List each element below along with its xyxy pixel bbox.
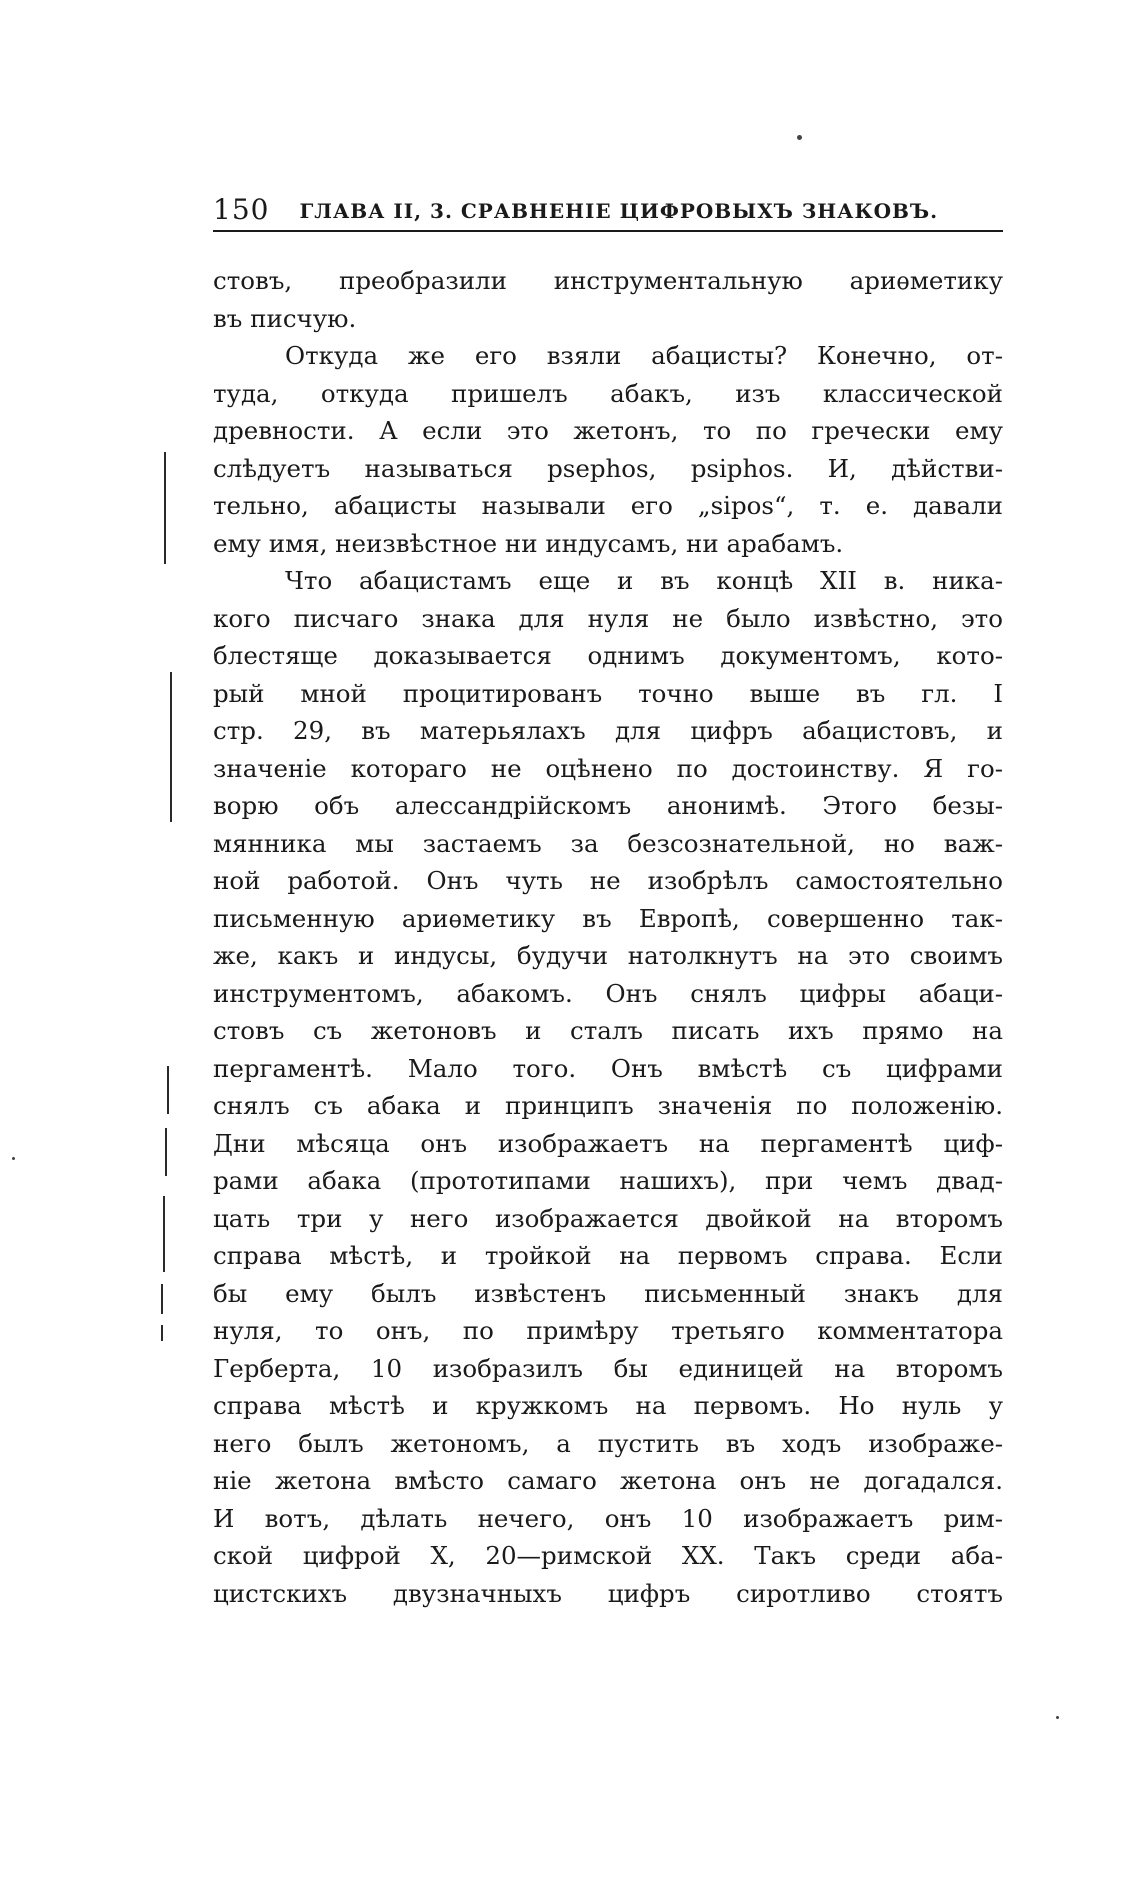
margin-mark [170,672,172,822]
scan-speck [797,135,802,140]
text-line: справа мѣстѣ, и тройкой на первомъ справа. Если [213,1241,1003,1270]
text-line: справа мѣстѣ и кружкомъ на первомъ. Но нуль у [213,1391,1003,1420]
margin-mark [164,452,166,564]
text-line: рами абака (прототипами нашихъ), при чемъ двад- [213,1166,1003,1195]
text-line: стовъ съ жетоновъ и сталъ писать ихъ прямо на [213,1016,1003,1045]
text-line: ему имя, неизвѣстное ни индусамъ, ни арабамъ. [213,528,844,558]
text-line: ворю объ алессандрійскомъ анонимѣ. Этого безы- [213,791,1003,820]
text-line: него былъ жетономъ, а пустить въ ходъ изображе- [213,1428,1003,1458]
running-header [213,188,1003,226]
text-line: Дни мѣсяца онъ изображаетъ на пергаментѣ циф- [213,1128,1003,1158]
text-line: цать три у него изображается двойкой на второмъ [213,1203,1003,1233]
text-line: стр. 29, въ матерьялахъ для цифръ абацистовъ, и [213,716,1003,745]
body-text [213,262,1003,1612]
text-line: рый мной процитированъ точно выше въ гл. I [213,678,1003,708]
text-line: тельно, абацисты называли его „sipos“, т. е. давали [213,491,1003,520]
text-line: значеніе котораго не оцѣнено по достоинству. Я го- [213,753,1003,783]
text-line: ской цифрой X, 20—римской XX. Такъ среди аба- [213,1541,1003,1570]
text-line: письменную ариѳметику въ Европѣ, совершенно так- [213,903,1003,933]
text-line: Откуда же его взяли абацисты? Конечно, от- [285,341,1003,370]
text-line: въ писчую. [213,303,357,333]
margin-mark [163,1196,165,1272]
text-line: древности. А если это жетонъ, то по гречески ему [213,416,1003,445]
text-line: бы ему былъ извѣстенъ письменный знакъ для [213,1278,1003,1308]
text-line: блестяще доказывается однимъ документомъ, кото- [213,641,1003,670]
text-line: мянника мы застаемъ за безсознательной, но важ- [213,828,1003,858]
text-line: слѣдуетъ называться psephos, psiphos. И, дѣйстви- [213,453,1003,483]
scan-speck [1056,1716,1059,1719]
text-line: ной работой. Онъ чуть не изобрѣлъ самостоятельно [213,866,1003,895]
text-line: ніе жетона вмѣсто самаго жетона онъ не догадался. [213,1466,1003,1495]
text-line: пергаментѣ. Мало того. Онъ вмѣстѣ съ цифрами [213,1053,1003,1083]
text-line: цистскихъ двузначныхъ цифръ сиротливо стоятъ [213,1578,1003,1608]
text-line: нуля, то онъ, по примѣру третьяго комментатора [213,1316,1003,1345]
text-line: Что абацистамъ еще и въ концѣ XII в. ника- [285,566,1003,595]
text-line: стовъ, преобразили инструментальную ариѳметику [213,266,1003,295]
text-line: туда, откуда пришелъ абакъ, изъ классической [213,378,1003,408]
text-line: же, какъ и индусы, будучи натолкнутъ на это своимъ [213,941,1003,970]
running-title: ГЛАВА II, 3. СРАВНЕНІЕ ЦИФРОВЫХЪ ЗНАКОВЪ. [299,199,939,223]
text-line: кого писчаго знака для нуля не было извѣстно, это [213,603,1003,633]
text-line: И вотъ, дѣлать нечего, онъ 10 изображаетъ рим- [213,1503,1003,1533]
scan-speck [12,1157,15,1160]
margin-mark [167,1066,169,1114]
margin-mark [161,1325,163,1341]
page-number: 150 [213,193,270,226]
text-line: Герберта, 10 изобразилъ бы единицей на второмъ [213,1353,1003,1383]
text-line: инструментомъ, абакомъ. Онъ снялъ цифры абаци- [213,978,1003,1008]
text-line: снялъ съ абака и принципъ значенія по положенію. [213,1091,1003,1120]
header-rule [213,230,1003,232]
margin-mark [165,1128,167,1176]
margin-mark [161,1284,163,1314]
